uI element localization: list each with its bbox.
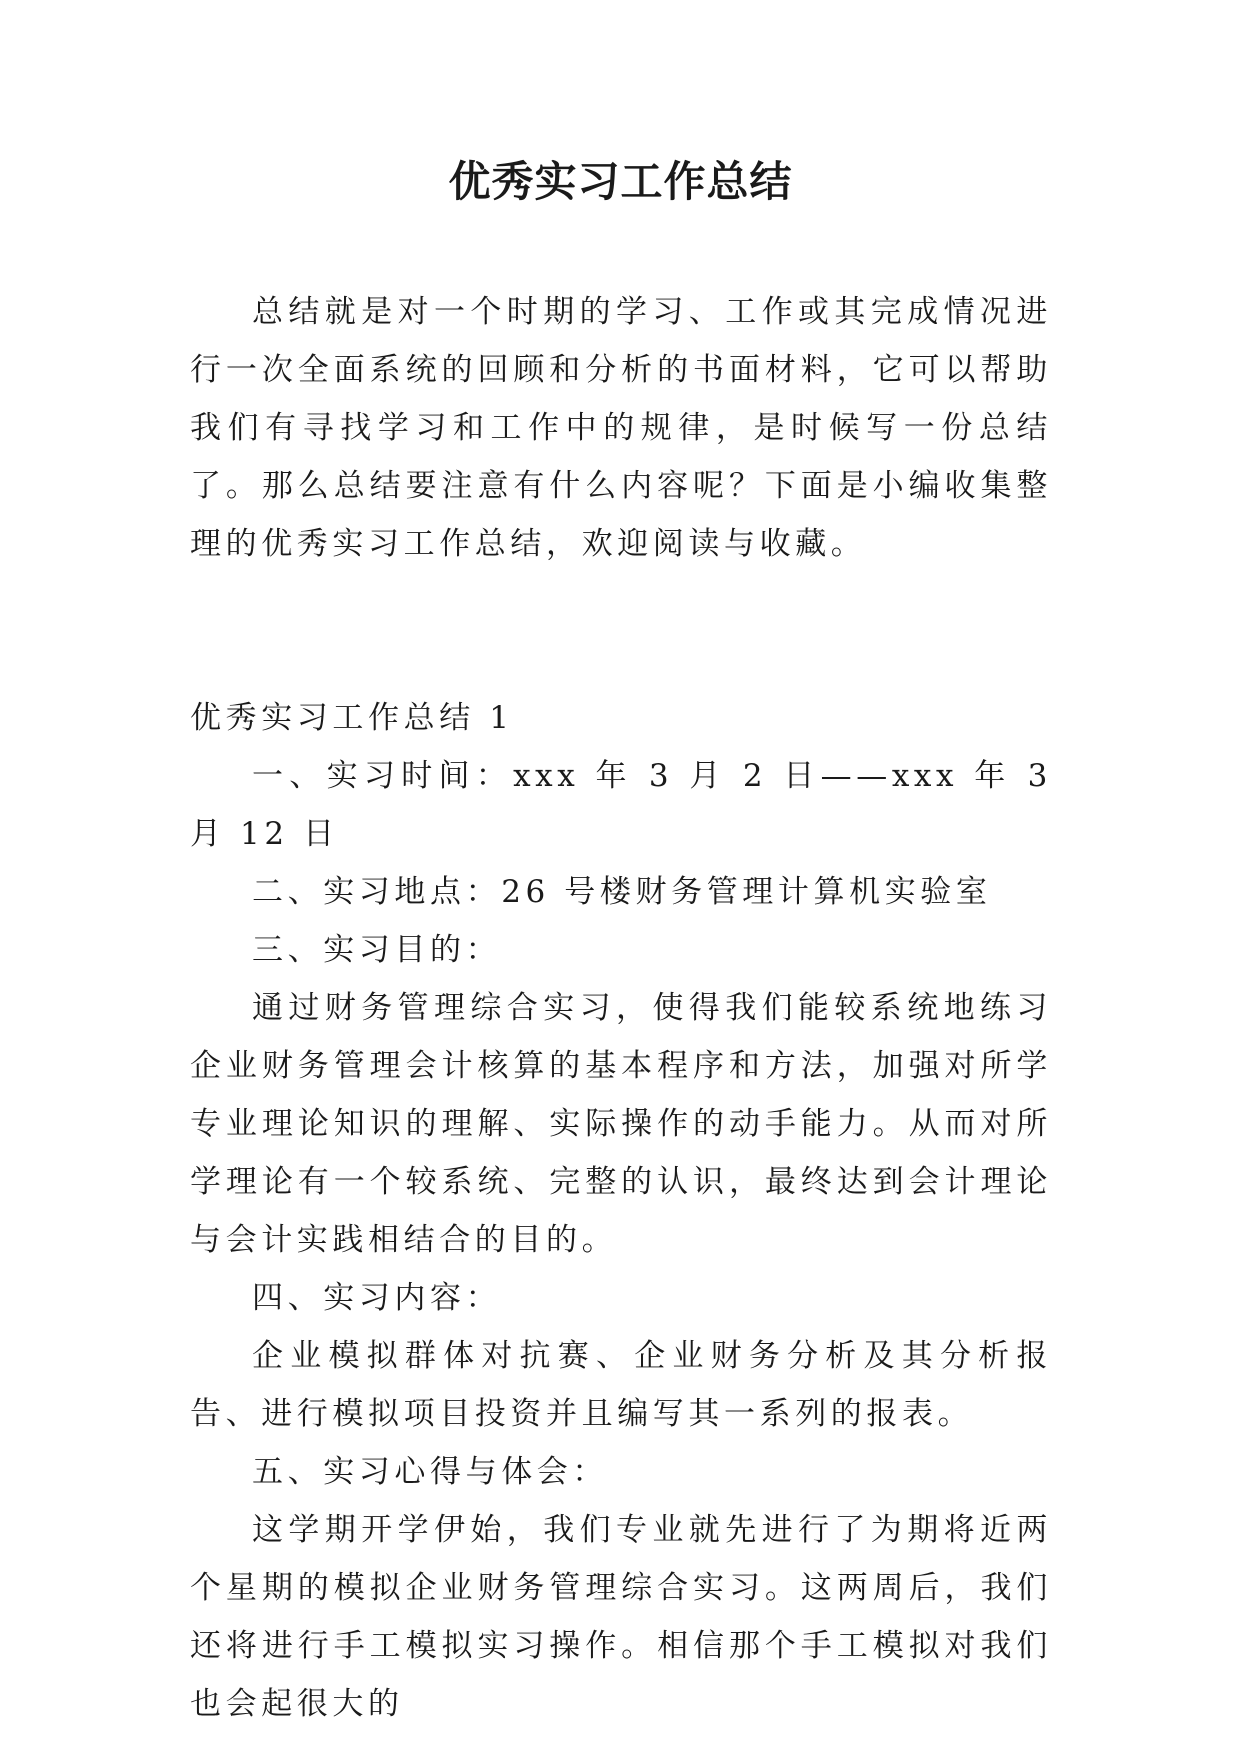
- purpose-paragraph: 通过财务管理综合实习，使得我们能较系统地练习企业财务管理会计核算的基本程序和方法，加强对所学专业理论知识的理解、实际操作的动手能力。从而对所学理论有一个较系统、完整的认识，最终达到会计理论与会计实践相结合的目的。: [190, 990, 1052, 1258]
- purpose-heading: 三、实习目的：: [252, 932, 502, 968]
- intro-paragraph: 总结就是对一个时期的学习、工作或其完成情况进行一次全面系统的回顾和分析的书面材料，它可以帮助我们有寻找学习和工作中的规律，是时候写一份总结了。那么总结要注意有什么内容呢？下面是小编收集整理的优秀实习工作总结，欢迎阅读与收藏。: [190, 294, 1052, 562]
- content-heading: 四、实习内容：: [252, 1280, 502, 1316]
- experience-paragraph: 这学期开学伊始，我们专业就先进行了为期将近两个星期的模拟企业财务管理综合实习。这两周后，我们还将进行手工模拟实习操作。相信那个手工模拟对我们也会起很大的: [190, 1512, 1052, 1722]
- document-title: 优秀实习工作总结: [448, 157, 793, 206]
- section-spacer: [190, 573, 1052, 689]
- content-paragraph: 企业模拟群体对抗赛、企业财务分析及其分析报告、进行模拟项目投资并且编写其一系列的报表。: [190, 1338, 1052, 1432]
- internship-place: 二、实习地点：26 号楼财务管理计算机实验室: [252, 874, 992, 910]
- section-heading: 优秀实习工作总结 1: [190, 700, 514, 736]
- document-body: [190, 283, 1052, 1733]
- internship-time: 一、实习时间：xxx 年 3 月 2 日——xxx 年 3 月 12 日: [190, 758, 1052, 852]
- experience-heading: 五、实习心得与体会：: [252, 1454, 608, 1490]
